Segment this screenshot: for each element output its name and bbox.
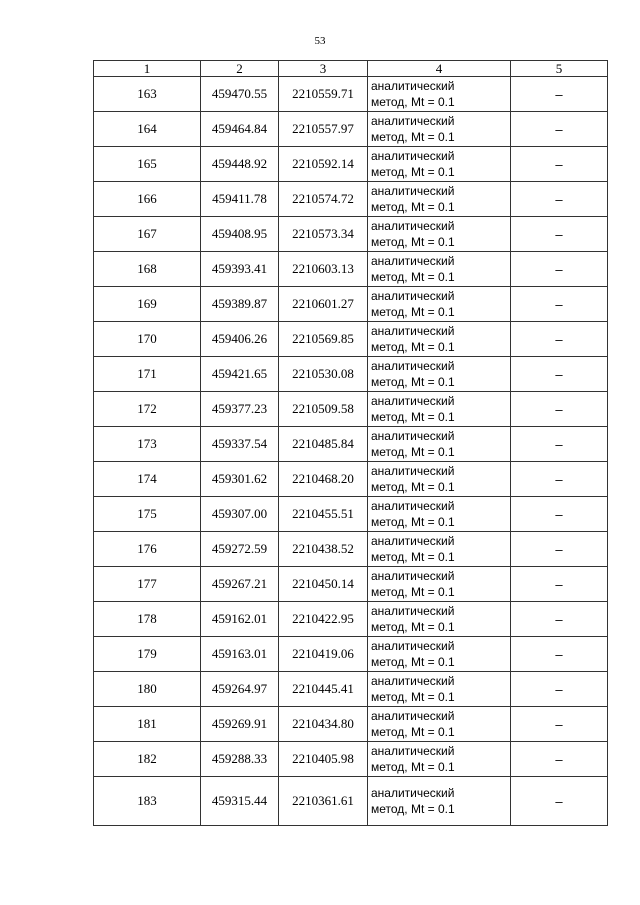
table-body bbox=[94, 77, 608, 826]
error-cell: – bbox=[511, 77, 608, 112]
table-row bbox=[94, 182, 608, 217]
table-row bbox=[94, 567, 608, 602]
y-coordinate-cell: 2210434.80 bbox=[279, 707, 368, 742]
x-coordinate-cell: 459408.95 bbox=[201, 217, 279, 252]
method-line-2: метод, Mt = 0.1 bbox=[371, 802, 455, 816]
point-number-cell: 168 bbox=[94, 252, 201, 287]
column-header: 5 bbox=[511, 61, 608, 77]
point-number-cell: 181 bbox=[94, 707, 201, 742]
x-coordinate-cell: 459267.21 bbox=[201, 567, 279, 602]
method-line-1: аналитический bbox=[371, 79, 455, 93]
table-header bbox=[94, 61, 608, 77]
table-row bbox=[94, 462, 608, 497]
table-row bbox=[94, 217, 608, 252]
x-coordinate-cell: 459301.62 bbox=[201, 462, 279, 497]
method-cell bbox=[368, 742, 511, 777]
point-number-cell: 175 bbox=[94, 497, 201, 532]
error-cell: – bbox=[511, 742, 608, 777]
header-row bbox=[94, 61, 608, 77]
column-header: 4 bbox=[368, 61, 511, 77]
y-coordinate-cell: 2210468.20 bbox=[279, 462, 368, 497]
x-coordinate-cell: 459448.92 bbox=[201, 147, 279, 182]
point-number-cell: 177 bbox=[94, 567, 201, 602]
error-cell: – bbox=[511, 777, 608, 826]
table-row bbox=[94, 77, 608, 112]
x-coordinate-cell: 459288.33 bbox=[201, 742, 279, 777]
method-cell bbox=[368, 427, 511, 462]
method-line-2: метод, Mt = 0.1 bbox=[371, 200, 455, 214]
error-cell: – bbox=[511, 567, 608, 602]
error-cell: – bbox=[511, 392, 608, 427]
method-line-1: аналитический bbox=[371, 394, 455, 408]
method-cell bbox=[368, 217, 511, 252]
error-cell: – bbox=[511, 637, 608, 672]
method-line-1: аналитический bbox=[371, 429, 455, 443]
table-row bbox=[94, 742, 608, 777]
error-cell: – bbox=[511, 252, 608, 287]
method-line-2: метод, Mt = 0.1 bbox=[371, 585, 455, 599]
y-coordinate-cell: 2210603.13 bbox=[279, 252, 368, 287]
method-line-2: метод, Mt = 0.1 bbox=[371, 725, 455, 739]
x-coordinate-cell: 459411.78 bbox=[201, 182, 279, 217]
error-cell: – bbox=[511, 497, 608, 532]
x-coordinate-cell: 459389.87 bbox=[201, 287, 279, 322]
point-number-cell: 167 bbox=[94, 217, 201, 252]
coordinates-table bbox=[93, 60, 608, 826]
column-header: 2 bbox=[201, 61, 279, 77]
method-line-1: аналитический bbox=[371, 219, 455, 233]
page-number: 53 bbox=[314, 35, 326, 47]
y-coordinate-cell: 2210601.27 bbox=[279, 287, 368, 322]
error-cell: – bbox=[511, 147, 608, 182]
y-coordinate-cell: 2210438.52 bbox=[279, 532, 368, 567]
error-cell: – bbox=[511, 707, 608, 742]
point-number-cell: 178 bbox=[94, 602, 201, 637]
table-row bbox=[94, 252, 608, 287]
method-cell bbox=[368, 112, 511, 147]
x-coordinate-cell: 459269.91 bbox=[201, 707, 279, 742]
method-line-1: аналитический bbox=[371, 604, 455, 618]
point-number-cell: 171 bbox=[94, 357, 201, 392]
method-line-1: аналитический bbox=[371, 639, 455, 653]
error-cell: – bbox=[511, 322, 608, 357]
method-line-1: аналитический bbox=[371, 534, 455, 548]
method-cell bbox=[368, 392, 511, 427]
x-coordinate-cell: 459307.00 bbox=[201, 497, 279, 532]
table-row bbox=[94, 532, 608, 567]
point-number-cell: 172 bbox=[94, 392, 201, 427]
table-row bbox=[94, 322, 608, 357]
error-cell: – bbox=[511, 112, 608, 147]
method-cell bbox=[368, 532, 511, 567]
method-cell bbox=[368, 637, 511, 672]
point-number-cell: 183 bbox=[94, 777, 201, 826]
point-number-cell: 182 bbox=[94, 742, 201, 777]
error-cell: – bbox=[511, 217, 608, 252]
method-cell bbox=[368, 357, 511, 392]
error-cell: – bbox=[511, 287, 608, 322]
table-row bbox=[94, 147, 608, 182]
x-coordinate-cell: 459470.55 bbox=[201, 77, 279, 112]
y-coordinate-cell: 2210455.51 bbox=[279, 497, 368, 532]
y-coordinate-cell: 2210419.06 bbox=[279, 637, 368, 672]
point-number-cell: 166 bbox=[94, 182, 201, 217]
error-cell: – bbox=[511, 602, 608, 637]
x-coordinate-cell: 459406.26 bbox=[201, 322, 279, 357]
method-line-1: аналитический bbox=[371, 464, 455, 478]
error-cell: – bbox=[511, 532, 608, 567]
x-coordinate-cell: 459421.65 bbox=[201, 357, 279, 392]
table-row bbox=[94, 392, 608, 427]
x-coordinate-cell: 459464.84 bbox=[201, 112, 279, 147]
table-row bbox=[94, 112, 608, 147]
y-coordinate-cell: 2210485.84 bbox=[279, 427, 368, 462]
x-coordinate-cell: 459315.44 bbox=[201, 777, 279, 826]
method-cell bbox=[368, 707, 511, 742]
error-cell: – bbox=[511, 357, 608, 392]
method-line-1: аналитический bbox=[371, 569, 455, 583]
method-line-2: метод, Mt = 0.1 bbox=[371, 480, 455, 494]
y-coordinate-cell: 2210405.98 bbox=[279, 742, 368, 777]
point-number-cell: 164 bbox=[94, 112, 201, 147]
point-number-cell: 176 bbox=[94, 532, 201, 567]
point-number-cell: 179 bbox=[94, 637, 201, 672]
method-line-2: метод, Mt = 0.1 bbox=[371, 515, 455, 529]
error-cell: – bbox=[511, 182, 608, 217]
method-cell bbox=[368, 602, 511, 637]
table-row bbox=[94, 427, 608, 462]
error-cell: – bbox=[511, 672, 608, 707]
y-coordinate-cell: 2210445.41 bbox=[279, 672, 368, 707]
method-cell bbox=[368, 252, 511, 287]
error-cell: – bbox=[511, 462, 608, 497]
method-line-1: аналитический bbox=[371, 709, 455, 723]
method-line-1: аналитический bbox=[371, 254, 455, 268]
column-header: 1 bbox=[94, 61, 201, 77]
method-cell bbox=[368, 777, 511, 826]
y-coordinate-cell: 2210361.61 bbox=[279, 777, 368, 826]
method-line-2: метод, Mt = 0.1 bbox=[371, 760, 455, 774]
method-cell bbox=[368, 497, 511, 532]
column-header: 3 bbox=[279, 61, 368, 77]
method-line-2: метод, Mt = 0.1 bbox=[371, 690, 455, 704]
x-coordinate-cell: 459163.01 bbox=[201, 637, 279, 672]
method-line-2: метод, Mt = 0.1 bbox=[371, 410, 455, 424]
method-line-1: аналитический bbox=[371, 499, 455, 513]
point-number-cell: 170 bbox=[94, 322, 201, 357]
point-number-cell: 174 bbox=[94, 462, 201, 497]
table-row bbox=[94, 637, 608, 672]
method-line-1: аналитический bbox=[371, 359, 455, 373]
x-coordinate-cell: 459377.23 bbox=[201, 392, 279, 427]
y-coordinate-cell: 2210530.08 bbox=[279, 357, 368, 392]
table-row bbox=[94, 602, 608, 637]
x-coordinate-cell: 459337.54 bbox=[201, 427, 279, 462]
y-coordinate-cell: 2210422.95 bbox=[279, 602, 368, 637]
method-line-2: метод, Mt = 0.1 bbox=[371, 340, 455, 354]
method-cell bbox=[368, 147, 511, 182]
method-cell bbox=[368, 287, 511, 322]
table-row bbox=[94, 357, 608, 392]
y-coordinate-cell: 2210557.97 bbox=[279, 112, 368, 147]
method-line-2: метод, Mt = 0.1 bbox=[371, 550, 455, 564]
method-line-1: аналитический bbox=[371, 744, 455, 758]
y-coordinate-cell: 2210509.58 bbox=[279, 392, 368, 427]
table-row bbox=[94, 707, 608, 742]
method-line-2: метод, Mt = 0.1 bbox=[371, 270, 455, 284]
method-cell bbox=[368, 462, 511, 497]
point-number-cell: 180 bbox=[94, 672, 201, 707]
method-cell bbox=[368, 567, 511, 602]
table-row bbox=[94, 497, 608, 532]
method-line-2: метод, Mt = 0.1 bbox=[371, 445, 455, 459]
method-cell bbox=[368, 322, 511, 357]
y-coordinate-cell: 2210569.85 bbox=[279, 322, 368, 357]
method-line-1: аналитический bbox=[371, 786, 455, 800]
method-line-2: метод, Mt = 0.1 bbox=[371, 95, 455, 109]
point-number-cell: 165 bbox=[94, 147, 201, 182]
method-cell bbox=[368, 77, 511, 112]
method-line-2: метод, Mt = 0.1 bbox=[371, 305, 455, 319]
method-line-2: метод, Mt = 0.1 bbox=[371, 165, 455, 179]
point-number-cell: 169 bbox=[94, 287, 201, 322]
method-line-2: метод, Mt = 0.1 bbox=[371, 130, 455, 144]
method-line-2: метод, Mt = 0.1 bbox=[371, 235, 455, 249]
y-coordinate-cell: 2210573.34 bbox=[279, 217, 368, 252]
method-line-2: метод, Mt = 0.1 bbox=[371, 655, 455, 669]
y-coordinate-cell: 2210574.72 bbox=[279, 182, 368, 217]
method-cell bbox=[368, 182, 511, 217]
x-coordinate-cell: 459162.01 bbox=[201, 602, 279, 637]
method-line-1: аналитический bbox=[371, 114, 455, 128]
x-coordinate-cell: 459264.97 bbox=[201, 672, 279, 707]
method-line-2: метод, Mt = 0.1 bbox=[371, 375, 455, 389]
method-line-1: аналитический bbox=[371, 289, 455, 303]
method-line-2: метод, Mt = 0.1 bbox=[371, 620, 455, 634]
point-number-cell: 173 bbox=[94, 427, 201, 462]
point-number-cell: 163 bbox=[94, 77, 201, 112]
method-line-1: аналитический bbox=[371, 324, 455, 338]
table-row bbox=[94, 672, 608, 707]
y-coordinate-cell: 2210559.71 bbox=[279, 77, 368, 112]
table-row bbox=[94, 777, 608, 826]
y-coordinate-cell: 2210592.14 bbox=[279, 147, 368, 182]
x-coordinate-cell: 459393.41 bbox=[201, 252, 279, 287]
method-line-1: аналитический bbox=[371, 184, 455, 198]
method-cell bbox=[368, 672, 511, 707]
error-cell: – bbox=[511, 427, 608, 462]
method-line-1: аналитический bbox=[371, 674, 455, 688]
x-coordinate-cell: 459272.59 bbox=[201, 532, 279, 567]
table-row bbox=[94, 287, 608, 322]
method-line-1: аналитический bbox=[371, 149, 455, 163]
y-coordinate-cell: 2210450.14 bbox=[279, 567, 368, 602]
